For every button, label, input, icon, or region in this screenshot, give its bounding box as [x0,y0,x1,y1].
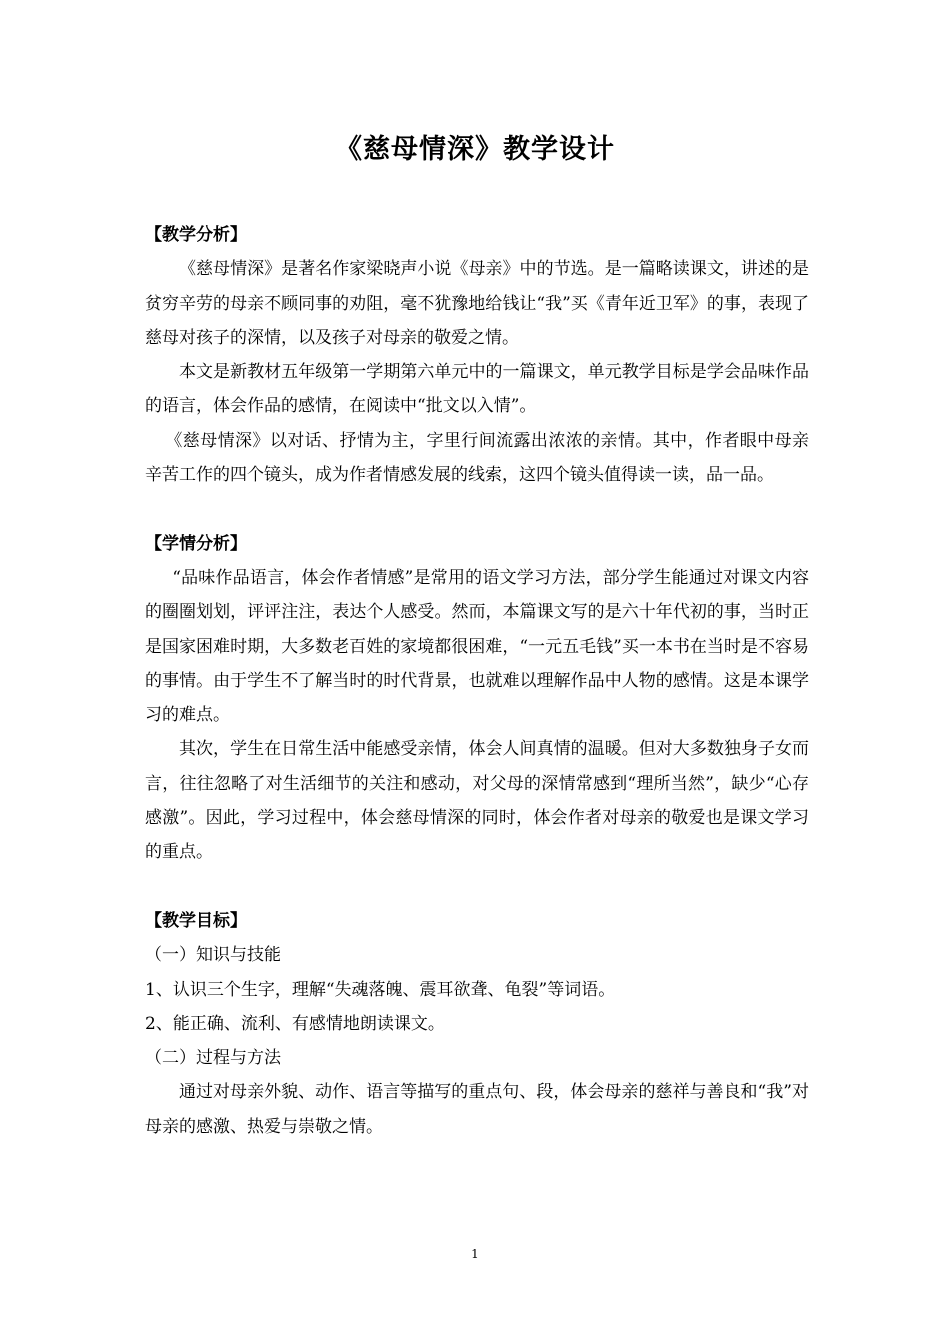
section-spacer [145,870,809,904]
section-spacer [145,492,809,526]
students-paragraph-1: “品味作品语言，体会作者情感”是常用的语文学习方法，部分学生能通过对课文内容的圈圈划划，评评注注，表达个人感受。然而，本篇课文写的是六十年代初的事，当时正是国家困难时期，大多数老百姓的家境都很困难，“一元五毛钱”买一本书在当时是不容易的事情。由于学生不了解当时的时代背景，也就难以理解作品中人物的感情。这是本课学习的难点。 [145,567,809,726]
goals-method-paragraph: 通过对母亲外貌、动作、语言等描写的重点句、段，体会母亲的慈祥与善良和“我”对母亲的感激、热爱与崇敬之情。 [145,1082,809,1137]
goals-subheading-process: （二）过程与方法 [145,1048,281,1069]
section-heading-students: 【学情分析】 [145,533,247,554]
document-title: 《慈母情深》教学设计 [335,134,615,165]
analysis-paragraph-2: 本文是新教材五年级第一学期第六单元中的一篇课文，单元教学目标是学会品味作品的语言，体会作品的感情，在阅读中“批文以入情”。 [145,362,809,417]
analysis-paragraph-1: 《慈母情深》是著名作家梁晓声小说《母亲》中的节选。是一篇略读课文，讲述的是贫穷辛劳的母亲不顾同事的劝阻，毫不犹豫地给钱让“我”买《青年近卫军》的事，表现了慈母对孩子的深情，以及孩子对母亲的敬爱之情。 [145,259,809,348]
goals-subheading-knowledge: （一）知识与技能 [145,945,281,966]
document-body [145,218,809,1144]
analysis-paragraph-3: 《慈母情深》以对话、抒情为主，字里行间流露出浓浓的亲情。其中，作者眼中母亲辛苦工作的四个镜头，成为作者情感发展的线索，这四个镜头值得读一读，品一品。 [145,430,809,486]
section-heading-goals: 【教学目标】 [145,910,247,931]
page-number: 1 [471,1247,479,1261]
goals-item-2: 2、能正确、流利、有感情地朗读课文。 [145,1013,445,1034]
section-heading-analysis: 【教学分析】 [145,225,247,245]
goals-item-1: 1、认识三个生字，理解“失魂落魄、震耳欲聋、龟裂”等词语。 [145,979,616,1000]
students-paragraph-2: 其次，学生在日常生活中能感受亲情，体会人间真情的温暖。但对大多数独身子女而言，往往忽略了对生活细节的关注和感动，对父母的深情常感到“理所当然”，缺少“心存感激”。因此，学习过程中，体会慈母情深的同时，体会作者对母亲的敬爱也是课文学习的重点。 [145,739,809,863]
